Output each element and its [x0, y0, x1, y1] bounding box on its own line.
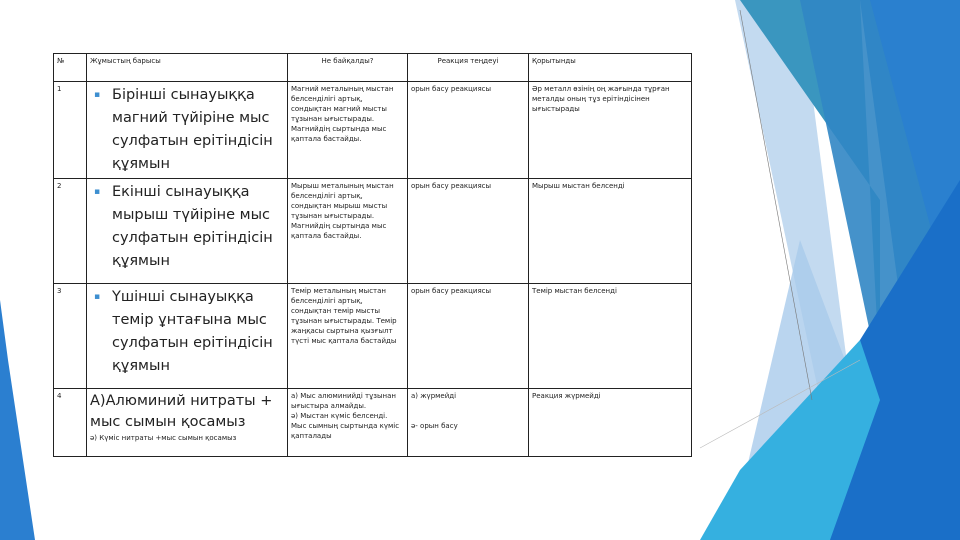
experiment-table: [53, 53, 692, 457]
row-step: А)Алюминий нитраты + мыс сымын қосамыз: [90, 393, 273, 430]
row-conclusion: Мырыш мыстан белсенді: [529, 179, 692, 284]
row-num: 1: [54, 82, 87, 179]
row-conclusion: Реакция жүрмейді: [529, 389, 692, 457]
row-step: Үшінші сынауыққа темір ұнтағына мыс сулфатын ерітіндісін құямын: [112, 289, 273, 374]
row-step: Бірінші сынауыққа магний түйіріне мыс сулфатын ерітіндісін құямын: [112, 87, 273, 172]
row-observed: а) Мыс алюминийді тұзынан ығыстыра алмайды.: [291, 392, 396, 410]
row-num: 4: [54, 389, 87, 457]
bullet-icon: ▪: [94, 292, 101, 302]
bullet-icon: ▪: [94, 90, 101, 100]
row-num: 3: [54, 284, 87, 389]
header-step: Жұмыстың барысы: [87, 54, 288, 82]
header-conclusion: Қорытынды: [529, 54, 692, 82]
row-observed-b: ә) Мыстан күміс белсенді. Мыс сымның сыртында күміс қапталады: [291, 412, 400, 440]
table-row: [54, 82, 692, 179]
row-observed: Темір металының мыстан белсенділігі артық, сондықтан темір мысты тұзынан ығыстырады. Темір жаңқасы сыртына қызғылт түсті мыс қаптала бастайды: [288, 284, 408, 389]
header-observed: Не байқалды?: [288, 54, 408, 82]
row-num: 2: [54, 179, 87, 284]
bullet-icon: ▪: [94, 187, 101, 197]
row-conclusion: Әр металл өзінің оң жағында тұрған металды оның тұз ерітіндісінен ығыстырады: [529, 82, 692, 179]
header-num: №: [54, 54, 87, 82]
row-reaction: орын басу реакциясы: [408, 82, 529, 179]
row-reaction: орын басу реакциясы: [408, 179, 529, 284]
table-row: [54, 284, 692, 389]
row-reaction: орын басу реакциясы: [408, 284, 529, 389]
header-reaction: Реакция теңдеуі: [408, 54, 529, 82]
row-reaction-b: ә- орын басу: [411, 422, 458, 430]
row-reaction: а) жүрмейді: [411, 392, 457, 400]
table-row: [54, 179, 692, 284]
row-conclusion: Темір мыстан белсенді: [529, 284, 692, 389]
row-step: Екінші сынауыққа мырыш түйіріне мыс сулфатын ерітіндісін құямын: [112, 184, 273, 269]
row-step-sub: ә) Күміс нитраты +мыс сымын қосамыз: [90, 434, 237, 442]
row-observed: Мырыш металының мыстан белсенділігі артық, сондықтан мырыш мысты тұзынан ығыстырады. Магнийдің сыртында мыс қаптала бастайды.: [288, 179, 408, 284]
table-header-row: [54, 54, 692, 82]
table-row: [54, 389, 692, 457]
row-observed: Магний металының мыстан белсенділігі артық, сондықтан магний мысты тұзынан ығыстырады. Магнийдің сыртында мыс қаптала бастайды.: [288, 82, 408, 179]
